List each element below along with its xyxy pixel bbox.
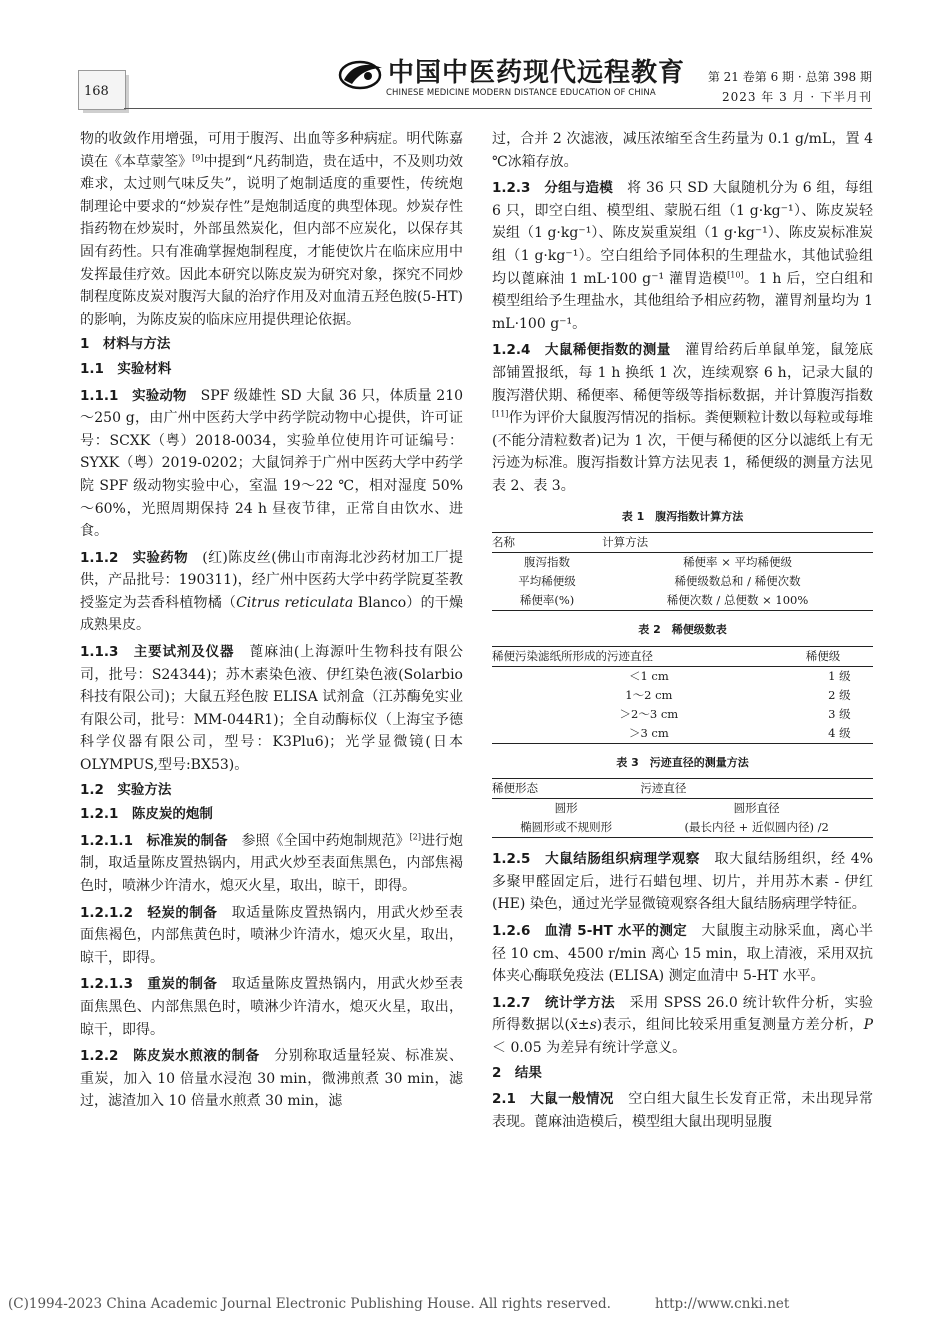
subsection-standard-charcoal: 1.2.1.1 标准炭的制备 参照《全国中药炮制规范》[2]进行炮制，取适量陈皮置热锅内，用武火炒至表面焦黑色，内部焦褐色时，喷淋少许清水，熄灭火星，取出，晾干，即得。 xyxy=(80,832,464,894)
subsection-drugs: 1.1.2 实验药物 (红)陈皮丝(佛山市南海北沙药材加工厂提供，产品批号：190311)，经广州中医药大学中药学院夏荃教授鉴定为芸香科植物橘（Citrus reticulata Blanco）的干燥成熟果皮。 xyxy=(80,549,464,634)
subsection-animals: 1.1.1 实验动物 SPF 级雄性 SD 大鼠 36 只，体质量 210～250 g，由广州中医药大学中药学院动物中心提供，许可证号：SCXK（粤）2018-0034，实验单位使用许可证编号：SYXK（粤）2019-0202；大鼠饲养于广州中医药大学中药学院 SPF 级动物实验中心，室温 19～22 ℃，相对湿度 50%～60%，光照周期保持 24 h 昼夜节律，正常自由饮水、进食。 xyxy=(80,387,464,540)
subsection-light-charcoal: 1.2.1.2 轻炭的制备 取适量陈皮置热锅内，用武火炒至表面焦褐色，内部焦黄色时，喷淋少许清水，熄灭火星，取出，晾干，即得。 xyxy=(80,904,464,966)
cnki-link[interactable]: http://www.cnki.net xyxy=(655,1296,790,1312)
subsection-decoction: 1.2.2 陈皮炭水煎液的制备 分别称取适量轻炭、标准炭、重炭，加入 10 倍量水浸泡 30 min，微沸煎煮 30 min，滤过，滤渣加入 10 倍量水煎煮 30 min，滤 xyxy=(80,1048,464,1110)
subsection-statistics: 1.2.7 统计学方法 采用 SPSS 26.0 统计软件分析，实验所得数据以(x̄±s)表示，组间比较采用重复测量方差分析，P＜ 0.05 为差异有统计学意义。 xyxy=(492,994,874,1057)
table-row: ＜1 cm 1 级 xyxy=(628,668,851,683)
subsection-grouping: 1.2.3 分组与造模 将 36 只 SD 大鼠随机分为 6 组，每组 6 只，即空白组、模型组、蒙脱石组（1 g·kg⁻¹）、陈皮炭轻炭组（1 g·kg⁻¹）、陈皮炭重炭组（1 g·kg⁻¹）、陈皮炭标准炭组（1 g·kg⁻¹）。空白组给予同体积的生理盐水，其他试验组均以蓖麻油 1 mL·100 g⁻¹ 灌胃造模[10]。1 h 后，空白组和模型组给予生理盐水，其他组给予相应药物，灌胃剂量均为 1 mL·100 g⁻¹。 xyxy=(492,180,874,332)
section-heading: 1 材料与方法 xyxy=(80,336,171,353)
table-1 xyxy=(492,532,873,611)
table-header: 稀便形态 xyxy=(492,779,640,799)
table-row: ＞2～3 cm 3 级 xyxy=(619,706,851,721)
table-3 xyxy=(492,778,873,838)
paragraph-intro: 物的收敛作用增强，可用于腹泻、出血等多种病症。明代陈嘉谟在《本草蒙筌》[9]中提到“凡药制造，贵在适中，不及则功效难求，太过则气味反失”，说明了炮制适度的重要性，传统炮制理论中要求的“炒炭存性”是炮制适度的典型体现。炒炭存性指药物在炒炭时，外部虽然炭化，但内部不应炭化，以保存其固有药性。只有准确掌握炮制程度，才能使饮片在临床应用中发挥最佳疗效。因此本研究以陈皮炭为研究对象，探究不同炒制程度陈皮炭对腹泻大鼠的治疗作用及对血清五羟色胺(5-HT)的影响，为陈皮炭的临床应用提供理论依据。 xyxy=(80,131,464,328)
issue-volume: 第 21 卷第 6 期 · 总第 398 期 xyxy=(707,70,872,84)
table-header: 稀便级 xyxy=(806,646,873,666)
citation: [11] xyxy=(492,409,509,419)
subsection-reagents: 1.1.3 主要试剂及仪器 蓖麻油(上海源叶生物科技有限公司，批号：S24344)；苏木素染色液、伊红染色液(Solarbio 科技有限公司)；大鼠五羟色胺 ELISA 试剂盒（江苏酶免实业有限公司，批号：MM-044R1)；全自动酶标仪（上海宝予德科学仪器有限公司，型号：K3Plu6)；光学显微镜(日本 OLYMPUS,型号:BX53)。 xyxy=(80,644,464,774)
table-header: 稀便污染滤纸所形成的污迹直径 xyxy=(492,646,806,666)
left-column xyxy=(80,128,463,1113)
right-column xyxy=(492,128,873,1133)
table-row: 稀便率(%) 稀便次数 / 总便数 × 100% xyxy=(492,591,873,611)
citation: [9] xyxy=(192,152,204,162)
journal-title-en: CHINESE MEDICINE MODERN DISTANCE EDUCATION OF CHINA xyxy=(386,88,656,98)
subsection-general-condition: 2.1 大鼠一般情况 空白组大鼠生长发育正常，未出现异常表现。蓖麻油造模后，模型组大鼠出现明显腹 xyxy=(492,1091,874,1130)
table-2-title: 表 2 稀便级数表 xyxy=(638,623,727,637)
subsection-heavy-charcoal: 1.2.1.3 重炭的制备 取适量陈皮置热锅内，用武火炒至表面焦黑色、内部焦黑色时，喷淋少许清水，熄灭火星，取出，晾干，即得。 xyxy=(80,976,464,1038)
subsection-serum-5ht: 1.2.6 血清 5-HT 水平的测定 大鼠腹主动脉采血，离心半径 10 cm、4500 r/min 离心 15 min，取上清液，采用双抗体夹心酶联免疫法 (ELISA) 测定血清中 5-HT 水平。 xyxy=(492,923,874,985)
table-3-title: 表 3 污迹直径的测量方法 xyxy=(616,755,749,769)
table-row: 平均稀便级 稀便级数总和 / 稀便次数 xyxy=(518,574,801,589)
copyright-footer: (C)1994-2023 China Academic Journal Electronic Publishing House. All rights reserved. xyxy=(8,1296,611,1312)
journal-logo-icon xyxy=(338,58,386,92)
table-row: ＞3 cm 4 级 xyxy=(492,724,873,744)
table-1-title: 表 1 腹泻指数计算方法 xyxy=(621,509,744,523)
subsection-histopathology: 1.2.5 大鼠结肠组织病理学观察 取大鼠结肠组织，经 4% 多聚甲醛固定后，进行石蜡包埋、切片，并用苏木素 - 伊红(HE) 染色，通过光学显微镜观察各组大鼠结肠病理学特征。 xyxy=(492,851,873,913)
header-rule xyxy=(124,108,872,109)
table-header: 计算方法 xyxy=(602,533,873,553)
table-2 xyxy=(492,646,873,744)
table-row: 椭圆形或不规则形 (最长内径 + 近似圆内径) /2 xyxy=(492,818,873,838)
issue-date: 2023 年 3 月 · 下半月刊 xyxy=(721,90,872,104)
table-row: 圆形 圆形直径 xyxy=(554,801,780,816)
section-heading: 1.2 实验方法 xyxy=(80,781,172,798)
table-header: 名称 xyxy=(492,533,602,553)
citation: [2] xyxy=(409,832,421,842)
citation: [10] xyxy=(727,269,744,279)
table-row: 腹泻指数 稀便率 × 平均稀便级 xyxy=(524,555,793,570)
journal-title-cn: 中国中医药现代远程教育 xyxy=(388,58,686,88)
table-row: 1～2 cm 2 级 xyxy=(625,687,851,702)
section-heading: 1.1 实验材料 xyxy=(80,360,172,377)
section-heading: 2 结果 xyxy=(492,1064,542,1081)
subsection-stool-index: 1.2.4 大鼠稀便指数的测量 灌胃给药后单鼠单笼，鼠笼底部铺置报纸，每 1 h 换纸 1 次，连续观察 6 h，记录大鼠的腹泻潜伏期、稀便率、稀便等级等指标数据，并计算腹泻指数[11]作为评价大鼠腹泻情况的指标。粪便颗粒计数以每粒或每堆(不能分清粒数者)记为 1 次，干便与稀便的区分以滤纸上有无污迹为标准。腹泻指数计算方法见表 1，稀便级的测量方法见表 2、表 3。 xyxy=(492,342,874,494)
section-heading: 1.2.1 陈皮炭的炮制 xyxy=(80,806,213,823)
page-number: 168 xyxy=(84,84,109,99)
table-header: 污迹直径 xyxy=(640,779,873,799)
paragraph-continued: 过，合并 2 次滤液，减压浓缩至含生药量为 0.1 g/mL，置 4 ℃冰箱存放。 xyxy=(492,131,873,170)
